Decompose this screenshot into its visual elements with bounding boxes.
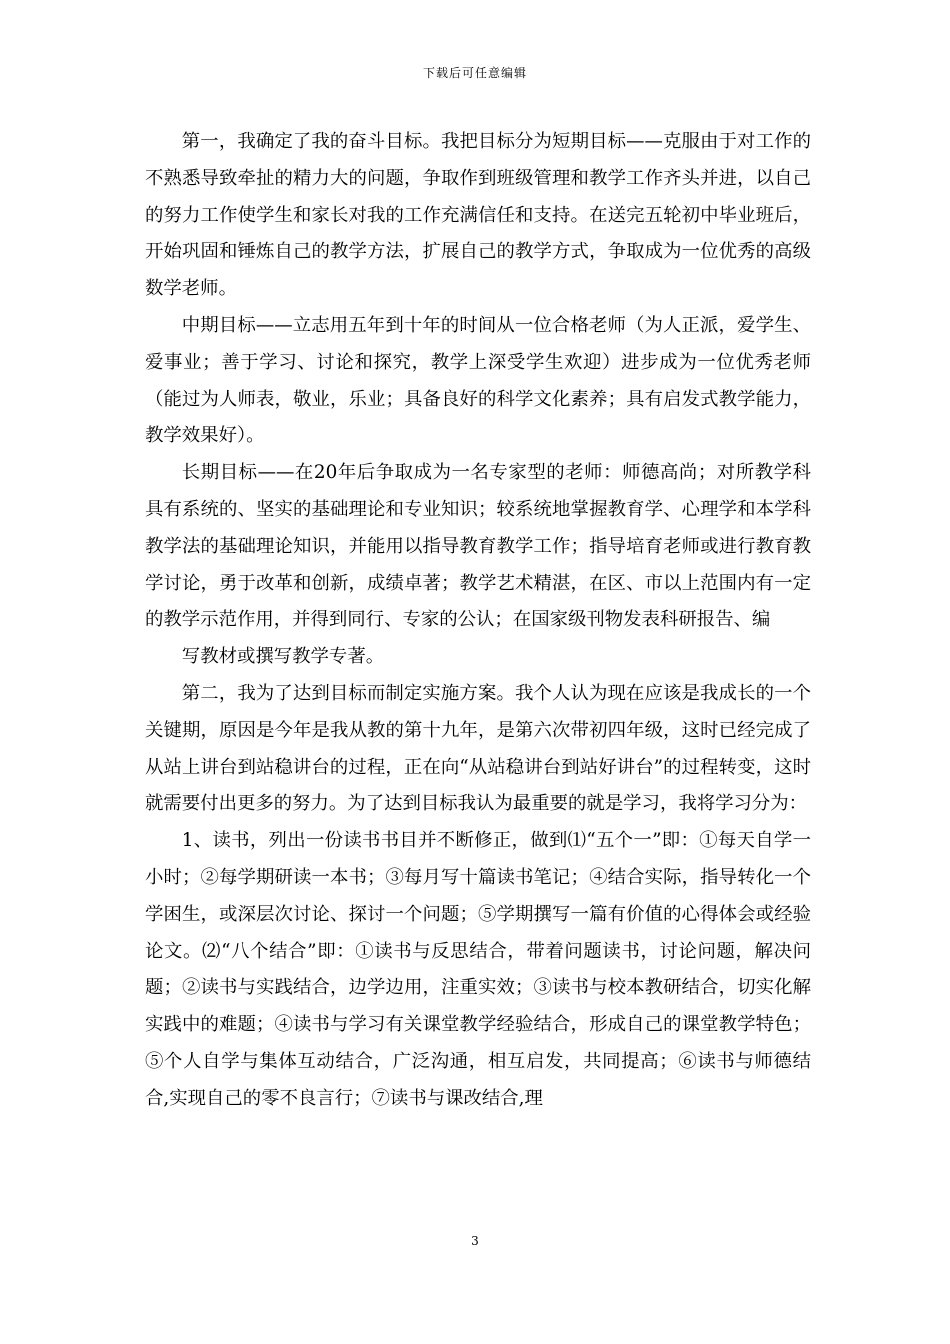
page-number: 3 [471, 1234, 479, 1248]
paragraph-reading-plan: 1、读书，列出一份读书书目并不断修正，做到⑴“五个一”即：①每天自学一小时；②每学期研读一本书；③每月写十篇读书笔记；④结合实际，指导转化一个学困生，或深层次讨论、探讨一个问题；⑤学期撰写一篇有价值的心得体会或经验论文。⑵“八个结合”即：①读书与反思结合，带着问题读书，讨论问题，解决问题；②读书与实践结合，边学边用，注重实效；③读书与校本教研结合，切实化解实践中的难题；④读书与学习有关课堂教学经验结合，形成自己的课堂教学特色；⑤个人自学与集体互动结合，广泛沟通，相互启发，共同提高；⑥读书与师德结合,实现自己的零不良言行；⑦读书与课改结合,理 [145, 830, 811, 1109]
paragraph-long-term-goal: 长期目标——在20年后争取成为一名专家型的老师：师德高尚；对所教学科具有系统的、坚实的基础理论和专业知识；较系统地掌握教育学、心理学和本学科教学法的基础理论知识，并能用以指导教育教学工作；指导培育老师或进行教育教学讨论，勇于改革和创新，成绩卓著；教学艺术精湛，在区、市以上范围内有一定的教学示范作用，并得到同行、专家的公认；在国家级刊物发表科研报告、编 [145, 462, 811, 631]
header-note: 下载后可任意编辑 [422, 66, 527, 80]
paragraph-implementation-plan: 第二，我为了达到目标而制定实施方案。我个人认为现在应该是我成长的一个关键期，原因是今年是我从教的第十九年，是第六次带初四年级，这时已经完成了从站上讲台到站稳讲台的过程，正在向“从站稳讲台到站好讲台”的过程转变，这时就需要付出更多的努力。为了达到目标我认为最重要的就是学习，我将学习分为： [145, 682, 811, 815]
paragraph-goals-intro: 第一，我确定了我的奋斗目标。我把目标分为短期目标——克服由于对工作的不熟悉导致牵扯的精力大的问题，争取作到班级管理和教学工作齐头并进，以自己的努力工作使学生和家长对我的工作充满信任和支持。在送完五轮初中毕业班后，开始巩固和锤炼自己的教学方法，扩展自己的教学方式，争取成为一位优秀的高级数学老师。 [145, 131, 811, 300]
document-body [145, 124, 811, 1118]
paragraph-long-term-goal-continued: 写教材或撰写教学专著。 [181, 646, 385, 668]
paragraph-mid-term-goal: 中期目标——立志用五年到十年的时间从一位合格老师（为人正派，爱学生、爱事业；善于学习、讨论和探究，教学上深受学生欢迎）进步成为一位优秀老师（能过为人师表，敬业，乐业；具备良好的科学文化素养；具有启发式教学能力，教学效果好）。 [145, 314, 811, 447]
